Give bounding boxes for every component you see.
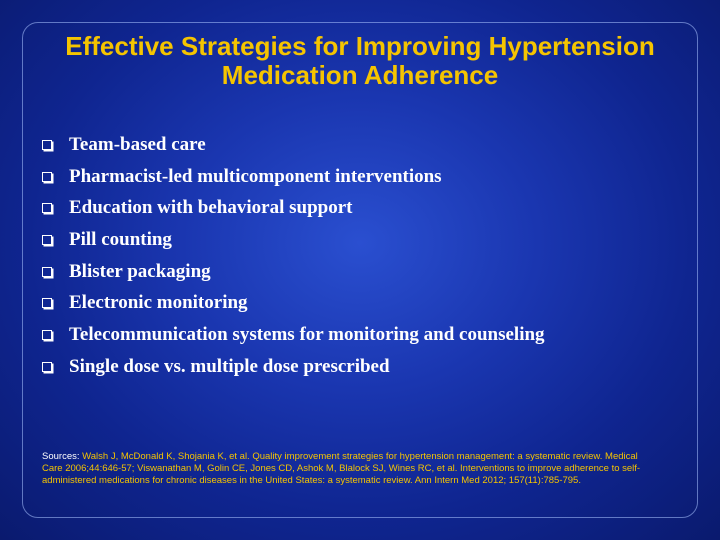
checkbox-bullet-icon [42, 362, 52, 372]
list-item [42, 319, 545, 351]
bullet-text: Team-based care [69, 133, 206, 155]
bullet-list [42, 129, 545, 383]
bullet-text: Blister packaging [69, 260, 211, 282]
bullet-text: Education with behavioral support [69, 197, 353, 219]
bullet-text: Pill counting [69, 228, 172, 250]
slide-title-line-2: Medication Adherence [221, 60, 499, 90]
list-item [42, 161, 545, 193]
bullet-text: Telecommunication systems for monitoring and counseling [69, 323, 545, 345]
sources-citation [42, 451, 642, 487]
checkbox-bullet-icon [42, 330, 52, 340]
checkbox-bullet-icon [42, 172, 52, 182]
list-item [42, 192, 545, 224]
bullet-text: Pharmacist-led multicomponent interventions [69, 165, 442, 187]
checkbox-bullet-icon [42, 267, 52, 277]
checkbox-bullet-icon [42, 298, 52, 308]
list-item [42, 129, 545, 161]
sources-text: Walsh J, McDonald K, Shojania K, et al. Quality improvement strategies for hypertension management: a systematic review. Medical Care 2006;44:646-57; Viswanathan M, Golin CE, Jones CD, Ashok M, Blalock SJ, Wines RC, et al. Interventions to improve adherence to self-administered medications for chronic diseases in the United States: a systematic review. Ann Intern Med 2012; 157(11):785-795. [42, 451, 641, 486]
bullet-text: Single dose vs. multiple dose prescribed [69, 355, 390, 377]
sources-label: Sources: [42, 451, 80, 462]
list-item [42, 224, 545, 256]
list-item [42, 351, 545, 383]
checkbox-bullet-icon [42, 140, 52, 150]
list-item [42, 287, 545, 319]
checkbox-bullet-icon [42, 203, 52, 213]
checkbox-bullet-icon [42, 235, 52, 245]
slide-title-line-1: Effective Strategies for Improving Hypertension [65, 31, 655, 61]
list-item [42, 256, 545, 288]
bullet-text: Electronic monitoring [69, 292, 248, 314]
slide-title [30, 32, 690, 90]
